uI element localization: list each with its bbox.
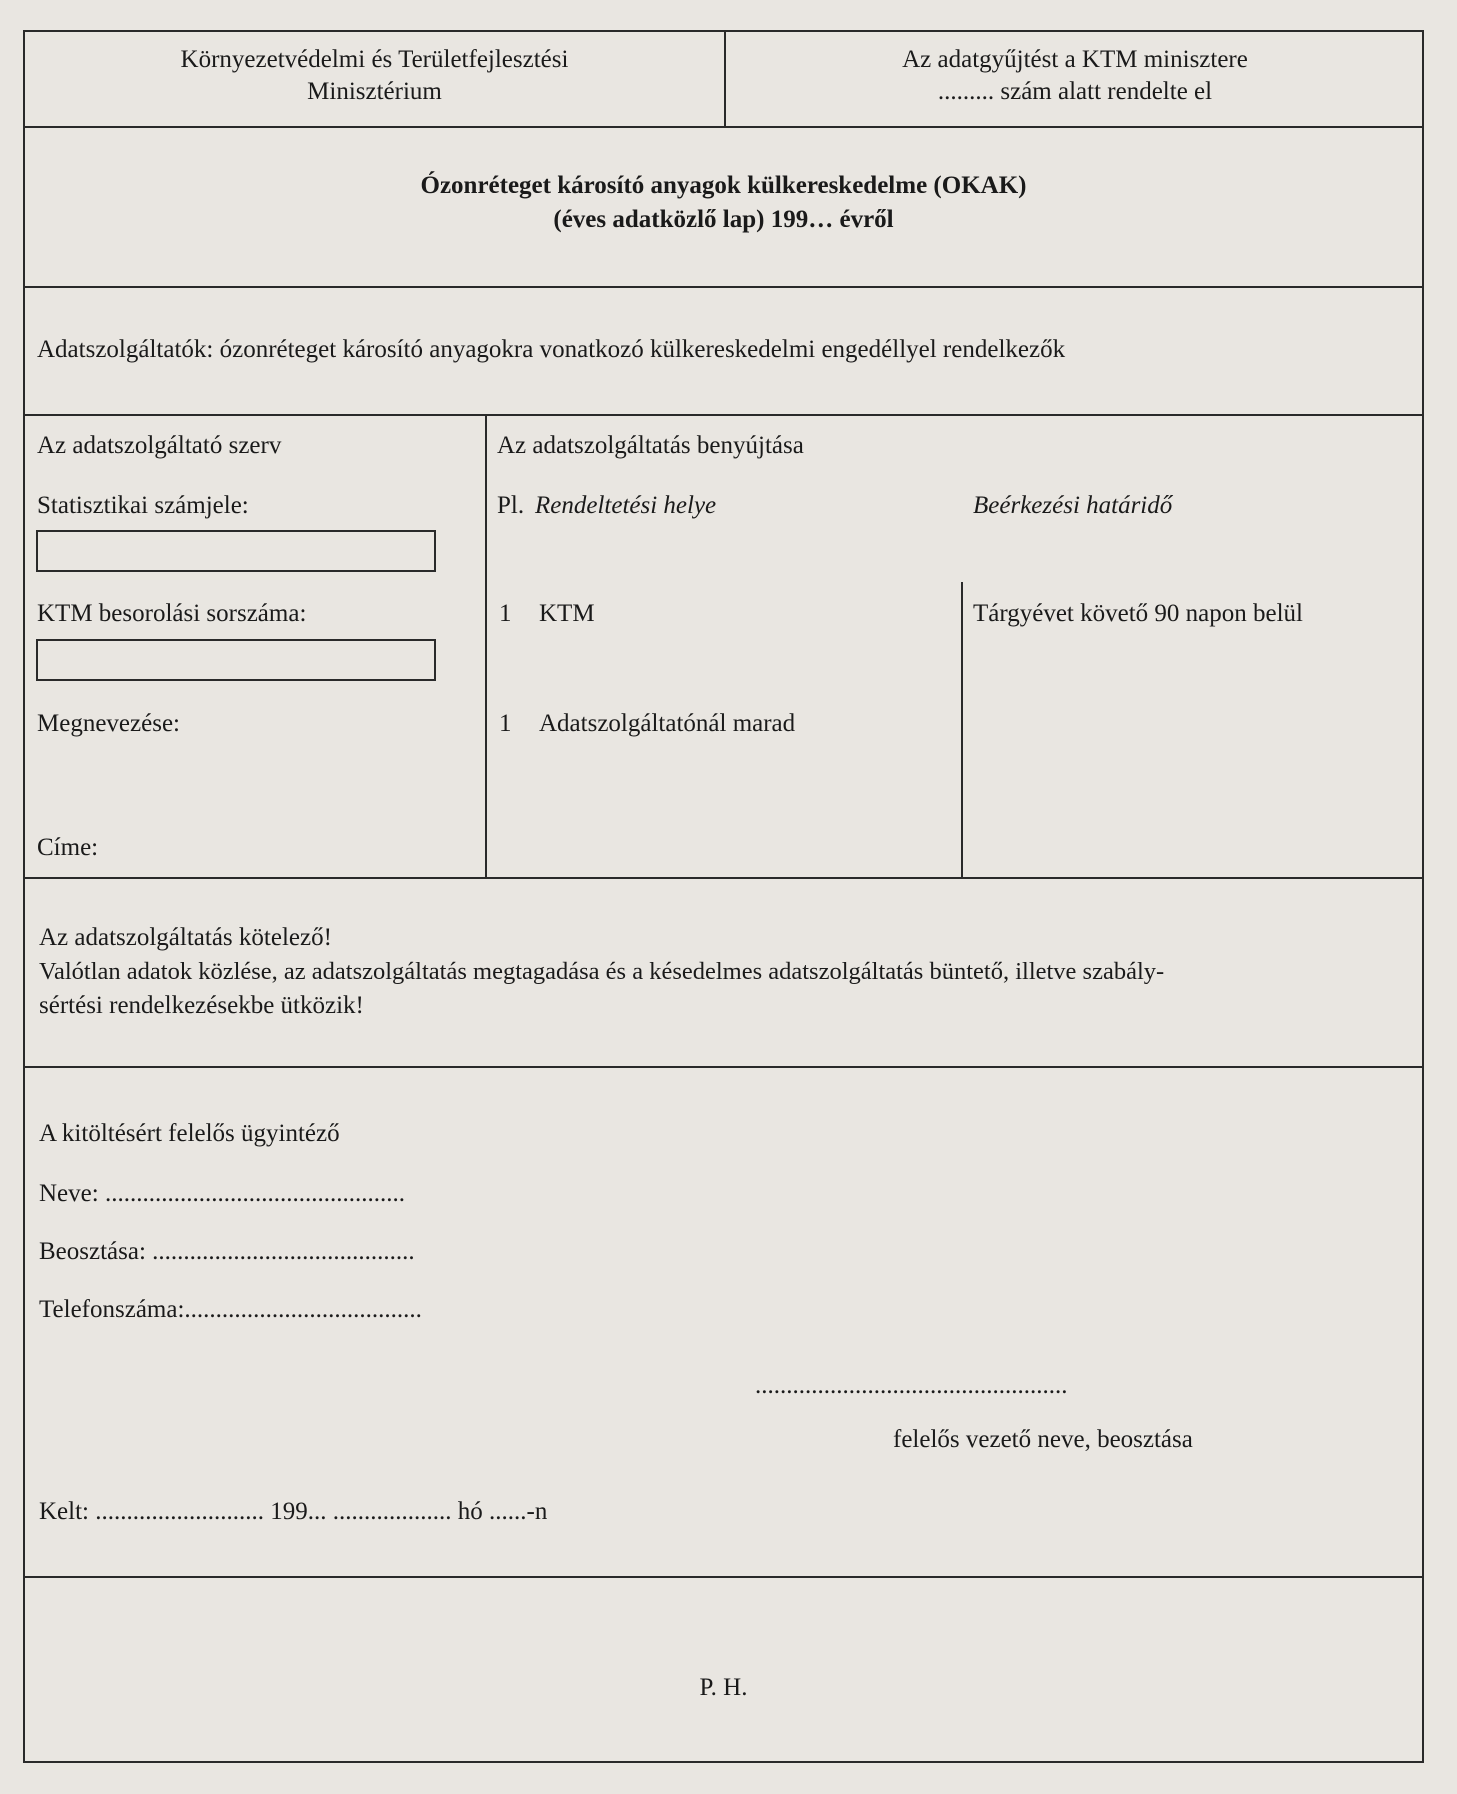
- deadline-header: Beérkezési határidő: [973, 492, 1173, 519]
- signature-line[interactable]: ..................................................: [755, 1372, 1068, 1399]
- order-line2: ......... szám alatt rendelte el: [937, 78, 1213, 105]
- divider-1: [25, 126, 1422, 128]
- stat-label: Statisztikai számjele:: [37, 492, 249, 519]
- providers-text: Adatszolgáltatók: ózonréteget károsító anyagokra vonatkozó külkereskedelmi engedéllyel rendelkezők: [37, 336, 1066, 363]
- address-label: Címe:: [37, 834, 99, 861]
- row2-number: 1: [499, 710, 512, 737]
- divider-4: [25, 877, 1422, 879]
- pl-label: Pl.: [497, 492, 525, 519]
- responsible-heading: A kitöltésért felelős ügyintéző: [39, 1120, 340, 1147]
- notice-line3: sértési rendelkezésekbe ütközik!: [39, 992, 364, 1019]
- stamp-label: P. H.: [699, 1674, 748, 1701]
- provider-org-heading: Az adatszolgáltató szerv: [37, 432, 282, 459]
- submission-heading: Az adatszolgáltatás benyújtása: [497, 432, 804, 459]
- divider-2: [25, 286, 1422, 288]
- name-label: Megnevezése:: [37, 710, 180, 737]
- notice-line1: Az adatszolgáltatás kötelező!: [39, 924, 332, 951]
- stat-number-field[interactable]: [36, 530, 436, 572]
- responsible-phone[interactable]: Telefonszáma:......................................: [39, 1296, 422, 1323]
- responsible-name[interactable]: Neve: ................................................: [39, 1180, 405, 1207]
- ktm-label: KTM besorolási sorszáma:: [37, 600, 307, 627]
- date-line[interactable]: Kelt: ........................... 199... ................... hó ......-n: [39, 1498, 548, 1525]
- divider-5: [25, 1066, 1422, 1068]
- form-title-line1: Ózonréteget károsító anyagok külkereskedelme (OKAK): [420, 172, 1027, 199]
- row1-deadline: Tárgyévet követő 90 napon belül: [973, 600, 1304, 627]
- deadline-divider: [961, 582, 963, 877]
- ministry-line1: Környezetvédelmi és Területfejlesztési: [180, 46, 569, 73]
- ktm-number-field[interactable]: [36, 639, 436, 681]
- org-divider: [485, 414, 487, 877]
- destination-header: Rendeltetési helye: [535, 492, 717, 519]
- divider-6: [25, 1576, 1422, 1578]
- row1-number: 1: [499, 600, 512, 627]
- notice-line2: Valótlan adatok közlése, az adatszolgáltatás megtagadása és a késedelmes adatszolgáltatás büntető, illetve szabály-: [39, 958, 1165, 985]
- row2-destination: Adatszolgáltatónál marad: [539, 710, 796, 737]
- form-title-line2: (éves adatközlő lap) 199… évről: [553, 206, 894, 233]
- responsible-position[interactable]: Beosztása: ..........................................: [39, 1238, 415, 1265]
- signature-label: felelős vezető neve, beosztása: [893, 1426, 1193, 1453]
- row1-destination: KTM: [539, 600, 595, 627]
- order-line1: Az adatgyűjtést a KTM minisztere: [902, 46, 1248, 73]
- divider-3: [25, 414, 1422, 416]
- ministry-line2: Minisztérium: [307, 78, 442, 105]
- form-sheet: [23, 30, 1424, 1763]
